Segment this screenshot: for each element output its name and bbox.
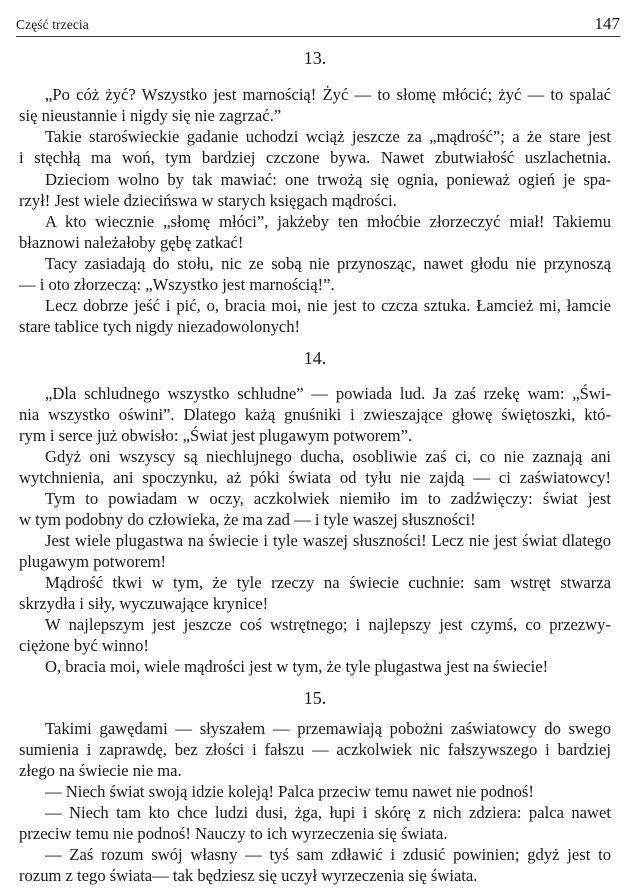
text-line: przeciw temu nie podnoś! Nauczy to ich wyrzeczenia się świata. [19, 824, 448, 843]
text-line: rozum z tego świata— tak będziesz się uczył wyrzeczenia się świata. [19, 866, 478, 885]
text-line: w tym podobny do człowieka, że ma zad — i tyle waszej słuszności! [19, 510, 476, 529]
text-line: — Niech tam kto chce ludzi dusi, żga, łupi i skórę z nich zdziera: palca nawet [45, 803, 611, 822]
text-line: skrzydła i siły, wyczuwające krynice! [19, 594, 269, 613]
text-line: Jest wiele plugastwa na świecie i tyle waszej słuszności! Lecz nie jest świat dlatego [45, 531, 611, 550]
text-line: wytchnienia, ani spoczynku, aż póki świata od tyłu nie zajdą — ci zaświatowcy! [19, 468, 611, 487]
text-line: sumienia i zaprawdę, bez złości i fałszu — aczkolwiek nic fałszywszego i bardziej [19, 740, 611, 759]
text-line: plugawym potworem! [19, 552, 167, 571]
text-line: Mądrość tkwi w tym, że tyle rzeczy na świecie cuchnie: sam wstręt stwarza [45, 573, 611, 592]
text-line: rzył! Jest wiele dziecińswa w starych księgach mądrości. [19, 191, 397, 210]
text-line: O, bracia moi, wiele mądrości jest w tym, że tyle plugastwa jest na świecie! [45, 657, 549, 676]
section-number-14: 14. [303, 348, 327, 368]
text-line: nia wszystko oświni”. Dlatego każą gnuśniki i zwieszające głowę świętoszki, któ- [19, 405, 611, 424]
header-rule [16, 36, 620, 37]
section-number-13: 13. [303, 48, 327, 68]
text-line: — i oto złorzeczą: „Wszystko jest marnością!”. [19, 275, 335, 294]
section-number-15: 15. [303, 688, 327, 708]
text-line: „Dla schludnego wszystko schludne” — powiada lud. Ja zaś rzekę wam: „Świ- [45, 384, 611, 403]
text-line: W najlepszym jest jeszcze coś wstrętnego; i najlepszy jest czymś, co przezwy- [45, 615, 611, 634]
text-line: rym i serce już obwisło: „Świat jest plugawym potworem”. [19, 426, 413, 445]
text-line: stare tablice tych nigdy niezadowolonych! [19, 317, 301, 336]
text-line: ciężone być winno! [19, 636, 149, 655]
part-title: Część trzecia [16, 17, 89, 32]
text-line: Takimi gawędami — słyszałem — przemawiają pobożni zaświatowcy do swego [45, 719, 611, 738]
text-line: i stęchłą ma woń, tym bardziej czczone bywa. Nawet zbutwiałość uszlachetnia. [19, 148, 611, 167]
text-line: się nieustannie i nigdy się nie zagrzać.” [19, 106, 282, 125]
text-line: Dzieciom wolno by tak mawiać: one trwożą się ognia, ponieważ ogień je spa- [45, 170, 611, 189]
text-line: Tacy zasiadają do stołu, nic ze sobą nie przynosząc, nawet głodu nie przynoszą [45, 254, 611, 273]
text-line: Tym to powiadam w oczy, aczkolwiek niemiło im to zadźwięczy: świat jest [45, 489, 611, 508]
text-line: „Po cóż żyć? Wszystko jest marnością! Żyć — to słomę młócić; żyć — to spalać [45, 85, 611, 104]
text-line: złego na świecie nie ma. [19, 761, 182, 780]
running-head [16, 14, 620, 36]
page-number: 147 [594, 14, 620, 33]
text-line: błaznowi należałoby gębę zatkać! [19, 233, 244, 252]
text-line: — Niech świat swoją idzie koleją! Palca przeciw temu nawet nie podnoś! [45, 782, 534, 801]
text-line: Takie staroświeckie gadanie uchodzi wciąż jeszcze za „mądrość”; a że stare jest [45, 127, 611, 146]
text-line: Lecz dobrze jeść i pić, o, bracia moi, nie jest to czcza sztuka. Łamcież mi, łamcie [45, 296, 611, 315]
text-line: Gdyż oni wszyscy są niechlujnego ducha, osobliwie zaś ci, co nie zaznają ani [45, 447, 611, 466]
text-line: A kto wiecznie „słomę młóci”, jakżeby ten młoćbie złorzeczyć miał! Takiemu [45, 212, 611, 231]
text-line: — Zaś rozum swój własny — tyś sam zdławić i zdusić powinien; gdyż jest to [45, 845, 611, 864]
